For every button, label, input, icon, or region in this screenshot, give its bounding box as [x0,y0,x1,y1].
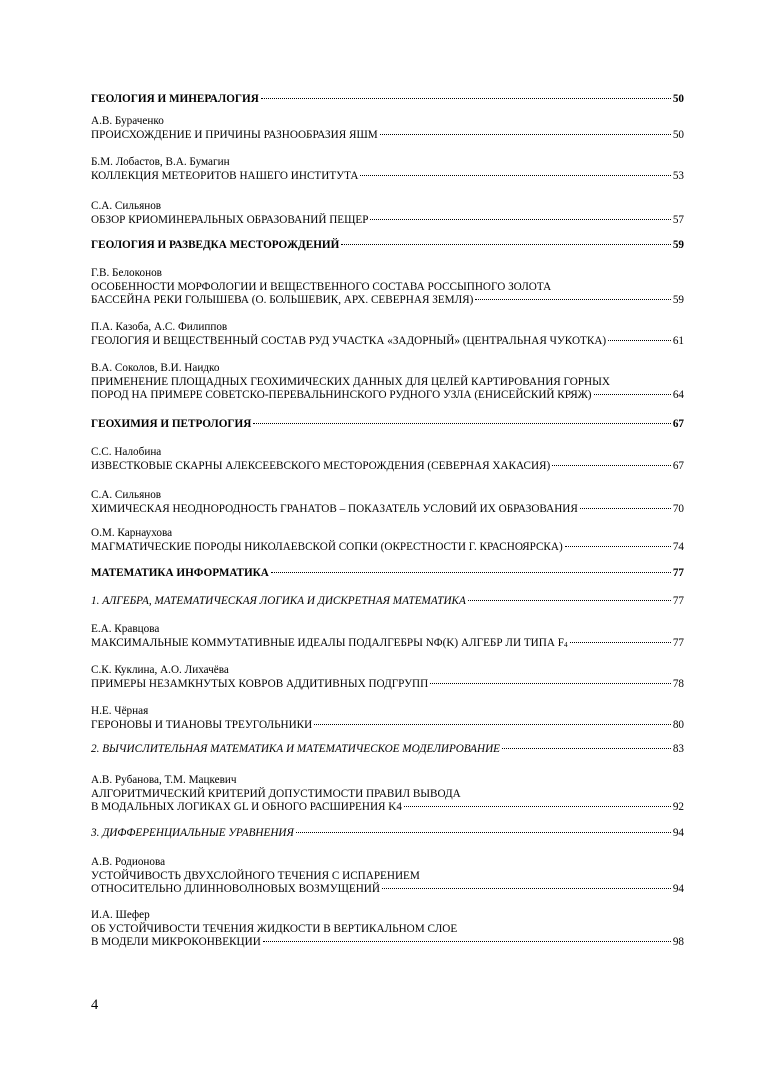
toc-leader-line [91,294,684,308]
toc-authors: А.В. Родионова [91,856,166,868]
toc-entry-title: МАТЕМАТИКА ИНФОРМАТИКА [91,567,269,579]
toc-page-number: 50 [672,128,684,141]
dot-leader [580,508,671,509]
toc-authors: Н.Е. Чёрная [91,705,149,717]
toc-page-number: 98 [672,936,684,948]
toc-entry-title: 3. ДИФФЕРЕНЦИАЛЬНЫЕ УРАВНЕНИЯ [91,827,294,839]
toc-authors: С.К. Куклина, А.О. Лихачёва [91,664,229,676]
toc-page-number: 78 [672,677,684,690]
toc-entry-title: ХИМИЧЕСКАЯ НЕОДНОРОДНОСТЬ ГРАНАТОВ – ПОКАЗАТЕЛЬ УСЛОВИЙ ИХ ОБРАЗОВАНИЯ [91,502,578,515]
toc-page-number: 74 [672,540,684,553]
toc-authors: П.А. Казоба, А.С. Филиппов [91,321,228,333]
page-number: 4 [91,997,99,1013]
toc-page-number: 77 [672,595,684,607]
toc-page-number: 77 [672,636,684,649]
toc-page-number: 59 [672,239,684,251]
dot-leader [502,748,671,749]
toc-page-number: 67 [672,418,684,430]
dot-leader [341,244,671,245]
dot-leader [404,806,671,807]
toc-entry-title: ГЕРОНОВЫ И ТИАНОВЫ ТРЕУГОЛЬНИКИ [91,718,313,731]
toc-page-number: 83 [672,743,684,755]
toc-entry-title: ИЗВЕСТКОВЫЕ СКАРНЫ АЛЕКСЕЕВСКОГО МЕСТОРОЖДЕНИЯ (СЕВЕРНАЯ ХАКАСИЯ) [91,459,551,472]
toc-page-number: 70 [672,502,684,515]
toc-leader-line [91,743,684,757]
toc-subsection[interactable] [91,827,684,841]
dot-leader [475,299,670,300]
toc-article[interactable] [91,856,684,897]
toc-entry-title: В МОДАЛЬНЫХ ЛОГИКАХ GL И ОБНОГО РАСШИРЕНИЯ K4 [91,801,402,813]
toc-page-number: 57 [672,213,684,226]
toc-page-number: 92 [672,801,684,813]
toc-article[interactable] [91,267,684,308]
toc-authors: Е.А. Кравцова [91,623,160,635]
toc-article[interactable] [91,909,684,950]
toc-authors: С.А. Сильянов [91,489,162,501]
toc-leader-line [91,460,684,474]
toc-article[interactable] [91,527,684,554]
toc-article[interactable] [91,705,684,732]
toc-title-line: ПРИМЕНЕНИЕ ПЛОЩАДНЫХ ГЕОХИМИЧЕСКИХ ДАННЫХ ДЛЯ ЦЕЛЕЙ КАРТИРОВАНИЯ ГОРНЫХ [91,375,610,388]
dot-leader [380,134,671,135]
dot-leader [565,546,671,547]
toc-leader-line [91,678,684,692]
toc-entry-title: 2. ВЫЧИСЛИТЕЛЬНАЯ МАТЕМАТИКА И МАТЕМАТИЧЕСКОЕ МОДЕЛИРОВАНИЕ [91,743,501,755]
toc-page-number: 67 [672,459,684,472]
toc-authors: В.А. Соколов, В.И. Наидко [91,362,220,374]
toc-article[interactable] [91,489,684,516]
toc-leader-line [91,637,684,651]
toc-leader-line [91,214,684,228]
toc-leader-line [91,239,684,253]
toc-entry-title: МАКСИМАЛЬНЫЕ КОММУТАТИВНЫЕ ИДЕАЛЫ ПОДАЛГЕБРЫ NФ(K) АЛГЕБР ЛИ ТИПА $F_4$ [91,636,568,649]
toc-leader-line [91,389,684,403]
toc-entry-title: ГЕОЛОГИЯ И ВЕЩЕСТВЕННЫЙ СОСТАВ РУД УЧАСТКА «ЗАДОРНЫЙ» (ЦЕНТРАЛЬНАЯ ЧУКОТКА) [91,334,607,347]
table-of-contents [91,0,684,960]
toc-page-number: 94 [672,883,684,895]
dot-leader [570,642,671,643]
toc-entry-title: ОБЗОР КРИОМИНЕРАЛЬНЫХ ОБРАЗОВАНИЙ ПЕЩЕР [91,213,369,226]
toc-leader-line [91,541,684,555]
toc-article[interactable] [91,156,684,183]
toc-leader-line [91,335,684,349]
toc-title-line: ОСОБЕННОСТИ МОРФОЛОГИИ И ВЕЩЕСТВЕННОГО СОСТАВА РОССЫПНОГО ЗОЛОТА [91,280,552,293]
toc-article[interactable] [91,115,684,142]
toc-leader-line [91,170,684,184]
dot-leader [261,98,671,99]
toc-section[interactable] [91,418,684,432]
toc-leader-line [91,418,684,432]
toc-entry-title: ПРОИСХОЖДЕНИЕ И ПРИЧИНЫ РАЗНООБРАЗИЯ ЯШМ [91,128,378,141]
toc-entry-title: ГЕОЛОГИЯ И МИНЕРАЛОГИЯ [91,93,259,105]
toc-leader-line [91,936,684,950]
toc-leader-line [91,567,684,581]
toc-article[interactable] [91,446,684,473]
toc-page-number: 77 [672,567,684,579]
toc-title-line: АЛГОРИТМИЧЕСКИЙ КРИТЕРИЙ ДОПУСТИМОСТИ ПРАВИЛ ВЫВОДА [91,787,461,800]
toc-page-number: 80 [672,718,684,731]
toc-page-number: 94 [672,827,684,839]
toc-title-line: ОБ УСТОЙЧИВОСТИ ТЕЧЕНИЯ ЖИДКОСТИ В ВЕРТИКАЛЬНОМ СЛОЕ [91,922,458,935]
toc-authors: Г.В. Белоконов [91,267,162,279]
dot-leader [594,394,671,395]
toc-entry-title: ПРИМЕРЫ НЕЗАМКНУТЫХ КОВРОВ АДДИТИВНЫХ ПОДГРУПП [91,677,429,690]
toc-leader-line [91,719,684,733]
toc-page-number: 59 [672,294,684,306]
dot-leader [360,175,670,176]
dot-leader [370,219,670,220]
dot-leader [430,683,671,684]
toc-page-number: 50 [672,93,684,105]
toc-authors: Б.М. Лобастов, В.А. Бумагин [91,156,230,168]
toc-leader-line [91,129,684,143]
toc-authors: О.М. Карнаухова [91,527,173,539]
toc-leader-line [91,827,684,841]
toc-entry-title: МАГМАТИЧЕСКИЕ ПОРОДЫ НИКОЛАЕВСКОЙ СОПКИ (ОКРЕСТНОСТИ Г. КРАСНОЯРСКА) [91,540,563,553]
dot-leader [271,572,671,573]
dot-leader [253,423,671,424]
toc-title-line: УСТОЙЧИВОСТЬ ДВУХСЛОЙНОГО ТЕЧЕНИЯ С ИСПАРЕНИЕМ [91,869,420,882]
toc-subsection[interactable] [91,743,684,757]
toc-page-number: 53 [672,169,684,182]
toc-authors: И.А. Шефер [91,909,150,921]
toc-article[interactable] [91,664,684,691]
dot-leader [608,340,671,341]
toc-entry-title: 1. АЛГЕБРА, МАТЕМАТИЧЕСКАЯ ЛОГИКА И ДИСКРЕТНАЯ МАТЕМАТИКА [91,595,466,607]
toc-entry-title: ПОРОД НА ПРИМЕРЕ СОВЕТСКО-ПЕРЕВАЛЬНИНСКОГО РУДНОГО УЗЛА (ЕНИСЕЙСКИЙ КРЯЖ) [91,389,592,401]
toc-article[interactable] [91,321,684,348]
toc-page-number: 61 [672,334,684,347]
toc-entry-title: ОТНОСИТЕЛЬНО ДЛИННОВОЛНОВЫХ ВОЗМУЩЕНИЙ [91,883,380,895]
toc-entry-title: ГЕОЛОГИЯ И РАЗВЕДКА МЕСТОРОЖДЕНИЙ [91,239,340,251]
dot-leader [468,600,671,601]
toc-entry-title: В МОДЕЛИ МИКРОКОНВЕКЦИИ [91,936,261,948]
subscript: 4 [563,639,568,649]
toc-article[interactable] [91,774,684,815]
toc-subsection[interactable] [91,595,684,609]
toc-leader-line [91,595,684,609]
toc-section[interactable] [91,567,684,581]
toc-authors: С.С. Налобина [91,446,162,458]
toc-leader-line [91,93,684,107]
toc-page-number: 64 [672,389,684,401]
toc-authors: А.В. Бураченко [91,115,164,127]
toc-entry-title: КОЛЛЕКЦИЯ МЕТЕОРИТОВ НАШЕГО ИНСТИТУТА [91,169,359,182]
dot-leader [296,832,671,833]
toc-entry-title: ГЕОХИМИЯ И ПЕТРОЛОГИЯ [91,418,252,430]
dot-leader [552,465,671,466]
toc-article[interactable] [91,200,684,227]
toc-leader-line [91,801,684,815]
dot-leader [382,888,671,889]
toc-leader-line [91,503,684,517]
toc-authors: С.А. Сильянов [91,200,162,212]
toc-leader-line [91,883,684,897]
toc-article[interactable] [91,623,684,650]
toc-entry-title: БАССЕЙНА РЕКИ ГОЛЫШЕВА (О. БОЛЬШЕВИК, АРХ. СЕВЕРНАЯ ЗЕМЛЯ) [91,294,474,306]
toc-section[interactable] [91,93,684,107]
toc-article[interactable] [91,362,684,403]
toc-section[interactable] [91,239,684,253]
dot-leader [263,941,671,942]
dot-leader [314,724,671,725]
toc-authors: А.В. Рубанова, Т.М. Мацкевич [91,774,237,786]
